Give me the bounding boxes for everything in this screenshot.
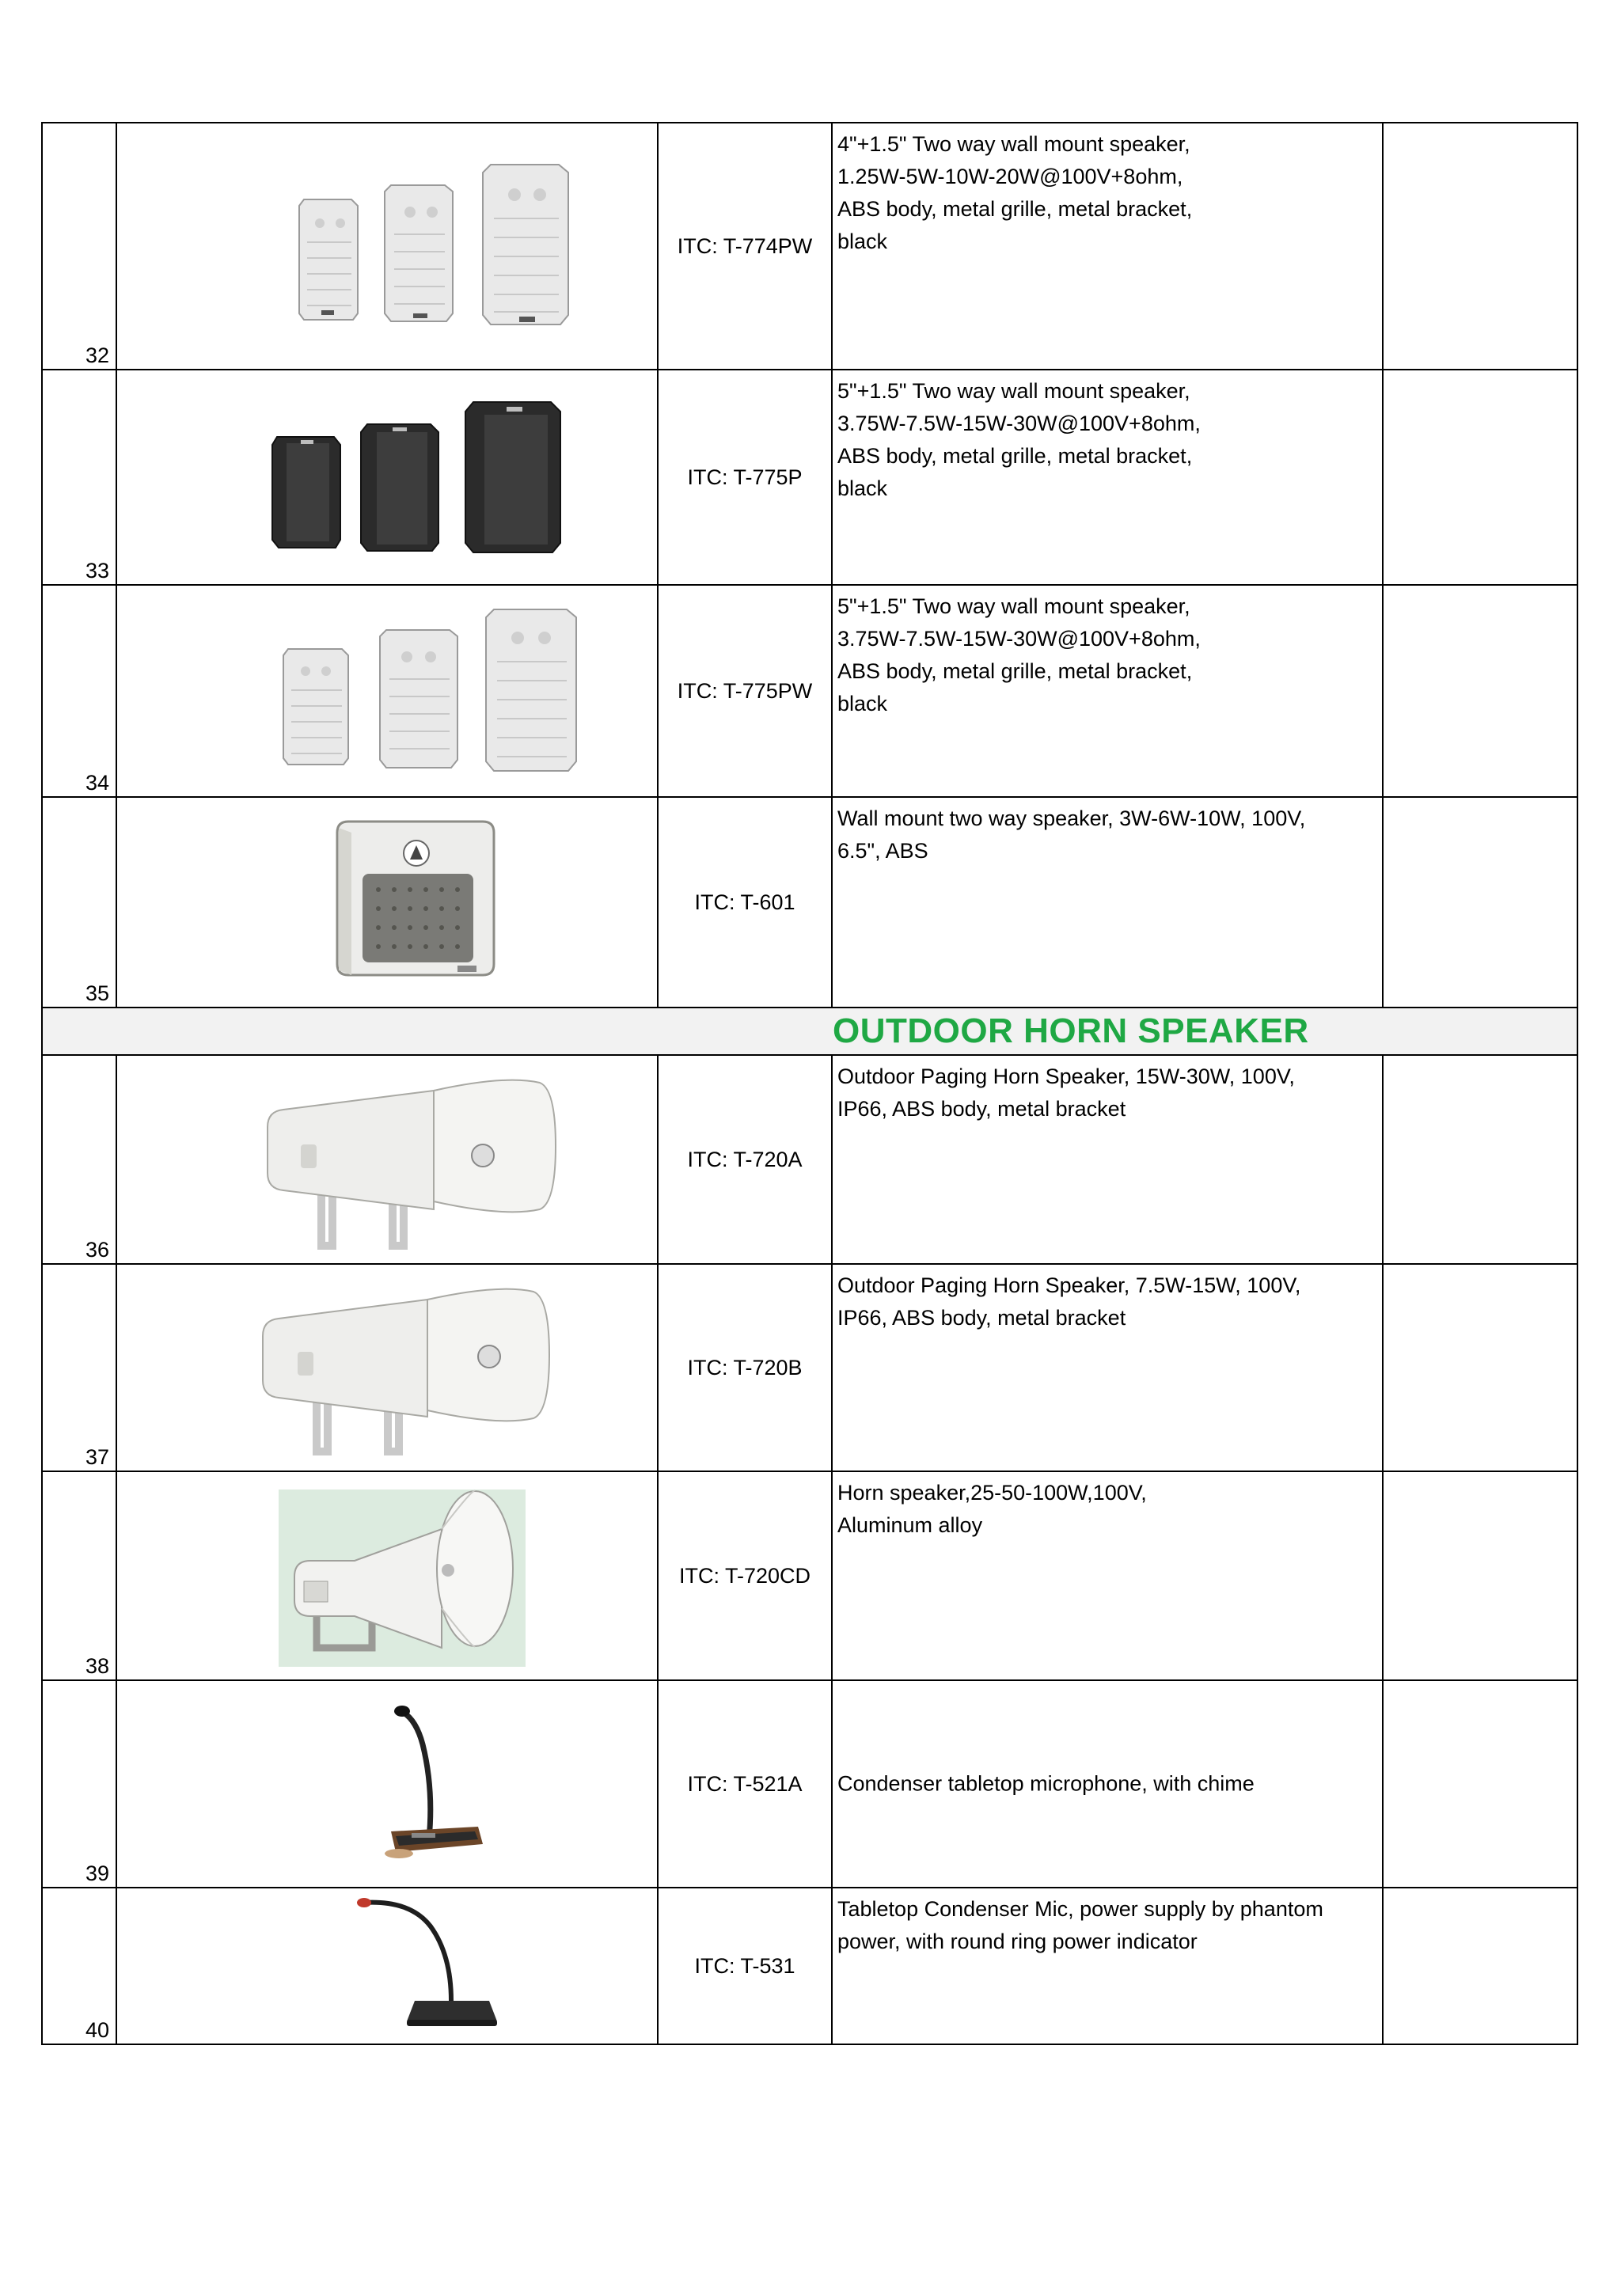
section-header bbox=[41, 1007, 1578, 1054]
product-image-gooseneck-microphone bbox=[117, 1888, 657, 2044]
empty-cell bbox=[1384, 1472, 1577, 1679]
product-image-horn-speaker bbox=[117, 1056, 657, 1263]
row-number: 40 bbox=[85, 2018, 109, 2042]
section-title: OUTDOOR HORN SPEAKER bbox=[833, 1011, 1309, 1050]
description-cell bbox=[833, 798, 1384, 1007]
model-number: ITC: T-720CD bbox=[678, 1564, 811, 1588]
product-image-cell bbox=[117, 1888, 659, 2044]
table-row bbox=[41, 1471, 1578, 1679]
product-image-cell bbox=[117, 123, 659, 369]
product-image-white-wall-speakers bbox=[117, 123, 657, 369]
row-number: 38 bbox=[85, 1654, 109, 1678]
model-cell bbox=[659, 1681, 833, 1887]
product-description: 4"+1.5" Two way wall mount speaker, 1.25W-5W-10W-20W@100V+8ohm, ABS body, metal grille, metal bracket, black bbox=[837, 132, 1193, 253]
table-row bbox=[41, 1054, 1578, 1263]
product-image-white-wall-speakers bbox=[117, 586, 657, 796]
model-number: ITC: T-774PW bbox=[677, 234, 813, 258]
product-image-cell bbox=[117, 1265, 659, 1471]
empty-cell bbox=[1384, 1265, 1577, 1471]
model-cell bbox=[659, 586, 833, 796]
table-row bbox=[41, 122, 1578, 369]
product-image-cell bbox=[117, 586, 659, 796]
row-number-cell bbox=[43, 1472, 117, 1679]
model-number: ITC: T-720B bbox=[687, 1356, 803, 1379]
row-number-cell bbox=[43, 1888, 117, 2044]
product-description: Outdoor Paging Horn Speaker, 7.5W-15W, 100V, IP66, ABS body, metal bracket bbox=[837, 1273, 1301, 1330]
product-image-horn-speaker bbox=[117, 1265, 657, 1471]
row-number-cell bbox=[43, 1681, 117, 1887]
table-row bbox=[41, 369, 1578, 584]
empty-cell bbox=[1384, 1888, 1577, 2044]
description-cell bbox=[833, 1265, 1384, 1471]
row-number-cell bbox=[43, 370, 117, 584]
product-description: Condenser tabletop microphone, with chime bbox=[837, 1771, 1255, 1796]
product-image-wall-mount-speaker bbox=[117, 798, 657, 1007]
row-number-cell bbox=[43, 123, 117, 369]
model-cell bbox=[659, 1056, 833, 1263]
empty-cell bbox=[1384, 123, 1577, 369]
description-cell bbox=[833, 123, 1384, 369]
product-description: 5"+1.5" Two way wall mount speaker, 3.75W-7.5W-15W-30W@100V+8ohm, ABS body, metal grille, metal bracket, black bbox=[837, 379, 1201, 500]
product-description: Tabletop Condenser Mic, power supply by phantom power, with round ring power indicator bbox=[837, 1897, 1323, 1953]
description-cell bbox=[833, 1056, 1384, 1263]
row-number-cell bbox=[43, 586, 117, 796]
description-cell bbox=[833, 1681, 1384, 1887]
row-number-cell bbox=[43, 1056, 117, 1263]
row-number: 34 bbox=[85, 771, 109, 795]
description-cell bbox=[833, 1888, 1384, 2044]
model-cell bbox=[659, 1265, 833, 1471]
product-description: Horn speaker,25-50-100W,100V, Aluminum alloy bbox=[837, 1481, 1147, 1537]
model-number: ITC: T-775PW bbox=[677, 679, 813, 703]
model-number: ITC: T-521A bbox=[687, 1772, 803, 1796]
row-number: 32 bbox=[85, 343, 109, 367]
table-row bbox=[41, 1679, 1578, 1887]
product-description: Outdoor Paging Horn Speaker, 15W-30W, 100V, IP66, ABS body, metal bracket bbox=[837, 1065, 1295, 1121]
description-cell bbox=[833, 370, 1384, 584]
table-row bbox=[41, 1263, 1578, 1471]
model-number: ITC: T-720A bbox=[687, 1148, 803, 1171]
model-cell bbox=[659, 1472, 833, 1679]
row-number: 39 bbox=[85, 1861, 109, 1885]
model-cell bbox=[659, 1888, 833, 2044]
empty-cell bbox=[1384, 370, 1577, 584]
row-number-cell bbox=[43, 1265, 117, 1471]
product-image-cell bbox=[117, 1681, 659, 1887]
description-cell bbox=[833, 1472, 1384, 1679]
model-number: ITC: T-601 bbox=[694, 890, 795, 914]
product-image-gooseneck-microphone-with-chime bbox=[117, 1681, 657, 1887]
description-cell bbox=[833, 586, 1384, 796]
product-description: 5"+1.5" Two way wall mount speaker, 3.75W-7.5W-15W-30W@100V+8ohm, ABS body, metal grille, metal bracket, black bbox=[837, 594, 1201, 715]
product-image-cell bbox=[117, 370, 659, 584]
table-row bbox=[41, 584, 1578, 796]
empty-cell bbox=[1384, 798, 1577, 1007]
table-row bbox=[41, 796, 1578, 1007]
product-image-black-wall-speakers bbox=[117, 370, 657, 584]
row-number-cell bbox=[43, 798, 117, 1007]
product-image-cell bbox=[117, 798, 659, 1007]
model-number: ITC: T-531 bbox=[694, 1954, 795, 1978]
empty-cell bbox=[1384, 1056, 1577, 1263]
product-description: Wall mount two way speaker, 3W-6W-10W, 100V, 6.5", ABS bbox=[837, 806, 1306, 863]
table-row bbox=[41, 1887, 1578, 2045]
row-number: 36 bbox=[85, 1238, 109, 1262]
row-number: 33 bbox=[85, 559, 109, 583]
model-cell bbox=[659, 798, 833, 1007]
empty-cell bbox=[1384, 1681, 1577, 1887]
row-number: 35 bbox=[85, 981, 109, 1005]
product-image-cell bbox=[117, 1056, 659, 1263]
product-image-aluminum-horn-speaker bbox=[117, 1472, 657, 1679]
empty-cell bbox=[1384, 586, 1577, 796]
model-number: ITC: T-775P bbox=[687, 465, 803, 489]
model-cell bbox=[659, 123, 833, 369]
model-cell bbox=[659, 370, 833, 584]
product-image-cell bbox=[117, 1472, 659, 1679]
row-number: 37 bbox=[85, 1445, 109, 1469]
